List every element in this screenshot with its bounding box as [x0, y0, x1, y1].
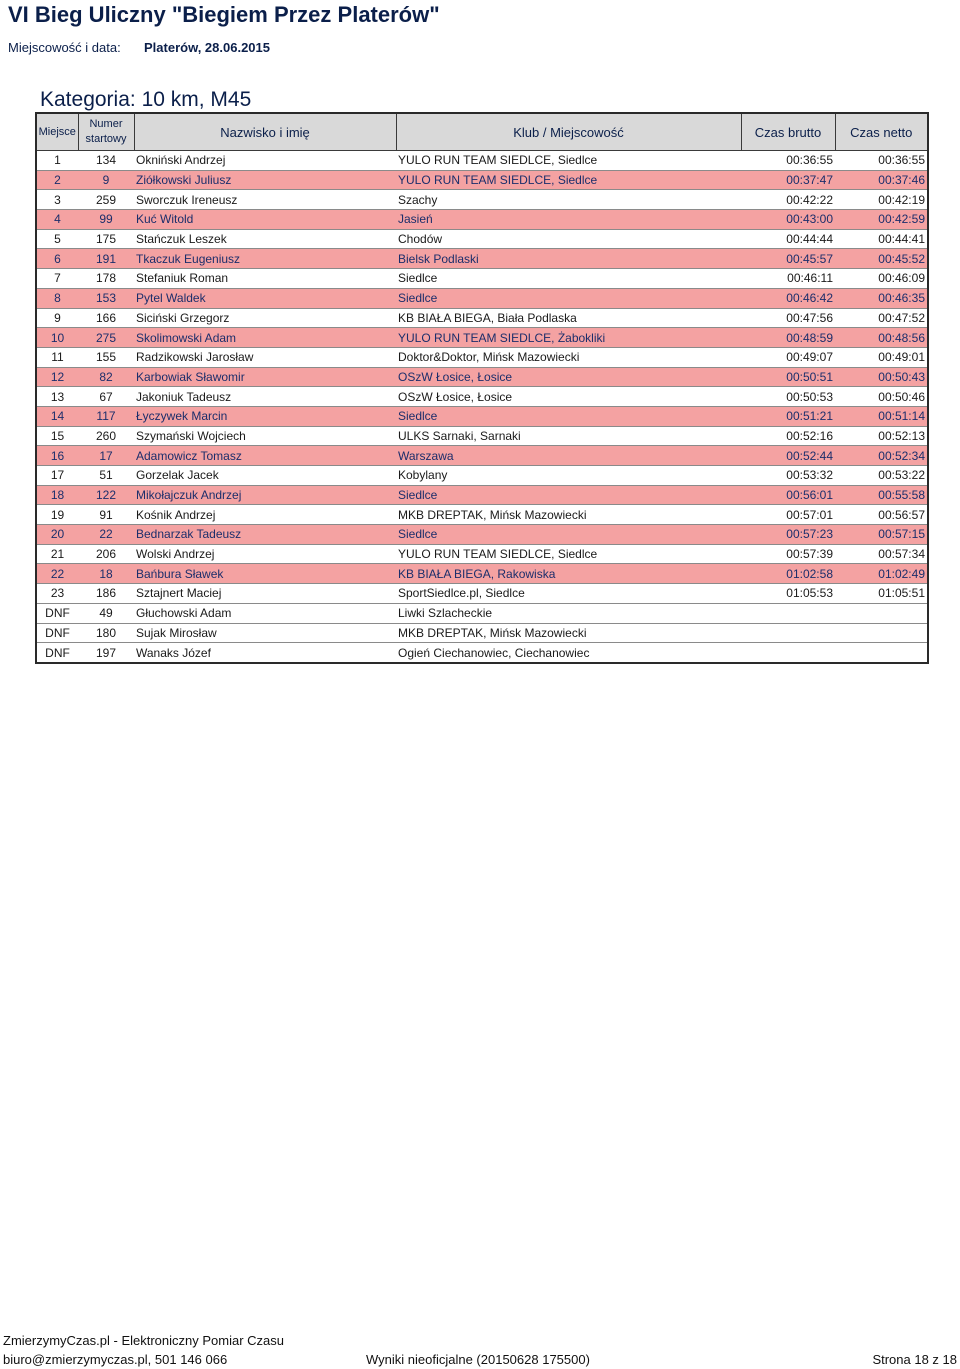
name-cell: Mikołajczuk Andrzej [136, 488, 242, 503]
net-time-cell: 00:42:59 [878, 212, 925, 227]
club-cell: MKB DREPTAK, Mińsk Mazowiecki [398, 507, 587, 522]
gross-time-cell: 00:43:00 [786, 212, 833, 227]
club-cell: Siedlce [398, 488, 438, 503]
table-row [36, 367, 928, 387]
gross-time-cell: 00:56:01 [786, 488, 833, 503]
net-time-cell: 00:53:22 [878, 468, 925, 483]
place-cell: 4 [54, 212, 61, 227]
gross-time-cell: 01:05:53 [786, 586, 833, 601]
bib-cell: 67 [99, 389, 113, 404]
table-row [36, 288, 928, 308]
name-cell: Gorzelak Jacek [136, 468, 219, 483]
gross-time-cell: 00:51:21 [786, 409, 833, 424]
gross-time-cell: 00:37:47 [786, 173, 833, 188]
net-time-cell: 00:52:34 [878, 448, 925, 463]
club-cell: MKB DREPTAK, Mińsk Mazowiecki [398, 625, 587, 640]
table-row [36, 406, 928, 426]
net-time-cell: 00:48:56 [878, 330, 925, 345]
bib-cell: 155 [95, 350, 117, 365]
name-cell: Stańczuk Leszek [136, 232, 227, 247]
place-cell: 2 [54, 173, 61, 188]
gross-time-cell [741, 603, 835, 623]
place-cell: 21 [50, 547, 65, 562]
club-cell: Ogień Ciechanowiec, Ciechanowiec [398, 645, 590, 660]
category-title: Kategoria: 10 km, M45 [40, 88, 252, 111]
table-row [36, 525, 928, 545]
club-cell: Siedlce [398, 271, 438, 286]
net-time-cell: 00:37:46 [878, 173, 925, 188]
gross-time-cell: 00:57:39 [786, 547, 833, 562]
club-cell: OSzW Łosice, Łosice [398, 389, 513, 404]
name-cell: Wanaks Józef [136, 645, 211, 660]
results-table [35, 112, 929, 664]
bib-cell: 275 [95, 330, 117, 345]
bib-cell: 206 [95, 547, 117, 562]
table-row [36, 229, 928, 249]
place-cell: DNF [45, 645, 70, 660]
club-cell: KB BIAŁA BIEGA, Rakowiska [398, 566, 556, 581]
club-cell: Siedlce [398, 527, 438, 542]
name-cell: Ziółkowski Juliusz [136, 173, 232, 188]
place-cell: 14 [50, 409, 65, 424]
table-row [36, 426, 928, 446]
place-cell: 20 [50, 527, 65, 542]
col-header-gross: Czas brutto [741, 113, 835, 151]
table-row [36, 328, 928, 348]
club-cell: Bielsk Podlaski [398, 251, 479, 266]
club-cell: Szachy [398, 192, 438, 207]
bib-cell: 134 [95, 153, 117, 168]
footer-page: Strona 18 z 18 [872, 1352, 957, 1367]
name-cell: Sztajnert Maciej [136, 586, 222, 601]
name-cell: Szymański Wojciech [136, 428, 246, 443]
bib-cell: 17 [99, 448, 113, 463]
place-cell: 3 [54, 192, 61, 207]
place-cell: 5 [54, 232, 61, 247]
net-time-cell: 00:46:09 [878, 271, 925, 286]
net-time-cell: 00:50:46 [878, 389, 925, 404]
table-row [36, 269, 928, 289]
gross-time-cell: 00:47:56 [786, 310, 833, 325]
table-row [36, 643, 928, 663]
col-header-name: Nazwisko i imię [134, 113, 396, 151]
gross-time-cell: 00:50:51 [786, 369, 833, 384]
place-cell: DNF [45, 606, 70, 621]
club-cell: KB BIAŁA BIEGA, Biała Podlaska [398, 310, 577, 325]
net-time-cell: 00:44:41 [878, 232, 925, 247]
name-cell: Sworczuk Ireneusz [136, 192, 238, 207]
club-cell: SportSiedlce.pl, Siedlce [398, 586, 525, 601]
col-header-place: Miejsce [36, 113, 78, 151]
net-time-cell: 00:47:52 [878, 310, 925, 325]
net-time-cell: 00:36:55 [878, 153, 925, 168]
gross-time-cell: 00:46:42 [786, 291, 833, 306]
net-time-cell: 00:49:01 [878, 350, 925, 365]
table-row [36, 446, 928, 466]
gross-time-cell: 00:52:44 [786, 448, 833, 463]
table-row [36, 603, 928, 623]
table-row [36, 564, 928, 584]
bib-cell: 153 [95, 291, 117, 306]
bib-cell: 49 [99, 606, 113, 621]
club-cell: YULO RUN TEAM SIEDLCE, Siedlce [398, 173, 598, 188]
place-cell: 23 [50, 586, 65, 601]
table-row [36, 249, 928, 269]
table-header-row [36, 113, 928, 151]
table-row [36, 505, 928, 525]
table-row [36, 466, 928, 486]
bib-cell: 91 [99, 507, 113, 522]
bib-cell: 191 [95, 251, 117, 266]
gross-time-cell [741, 623, 835, 643]
name-cell: Siciński Grzegorz [136, 310, 230, 325]
name-cell: Sujak Mirosław [136, 625, 217, 640]
gross-time-cell: 00:50:53 [786, 389, 833, 404]
gross-time-cell: 00:44:44 [786, 232, 833, 247]
net-time-cell: 00:56:57 [878, 507, 925, 522]
net-time-cell: 00:55:58 [878, 488, 925, 503]
place-cell: 13 [50, 389, 65, 404]
location-label: Miejscowość i data: [8, 40, 121, 55]
gross-time-cell: 00:57:01 [786, 507, 833, 522]
gross-time-cell: 00:45:57 [786, 251, 833, 266]
bib-cell: 22 [99, 527, 113, 542]
name-cell: Okniński Andrzej [136, 153, 226, 168]
net-time-cell: 00:46:35 [878, 291, 925, 306]
col-header-bib [78, 113, 134, 151]
net-time-cell: 00:42:19 [878, 192, 925, 207]
bib-cell: 260 [95, 428, 117, 443]
table-row [36, 190, 928, 210]
table-row [36, 544, 928, 564]
name-cell: Jakoniuk Tadeusz [136, 389, 232, 404]
club-cell: YULO RUN TEAM SIEDLCE, Siedlce [398, 153, 598, 168]
footer-company: ZmierzymyCzas.pl - Elektroniczny Pomiar Czasu [3, 1333, 285, 1348]
net-time-cell: 01:05:51 [878, 586, 925, 601]
net-time-cell: 01:02:49 [878, 566, 925, 581]
gross-time-cell: 00:48:59 [786, 330, 833, 345]
club-cell: Siedlce [398, 409, 438, 424]
table-row [36, 210, 928, 230]
place-cell: 16 [50, 448, 65, 463]
net-time-cell: 00:51:14 [878, 409, 925, 424]
location-value: Platerów, 28.06.2015 [144, 40, 270, 55]
bib-cell: 9 [102, 173, 110, 188]
net-time-cell: 00:45:52 [878, 251, 925, 266]
place-cell: DNF [45, 625, 70, 640]
bib-cell: 186 [95, 586, 117, 601]
name-cell: Bednarzak Tadeusz [136, 527, 242, 542]
club-cell: Liwki Szlacheckie [398, 606, 493, 621]
table-row [36, 151, 928, 171]
table-row [36, 485, 928, 505]
col-header-bib-line1: Numer [89, 118, 123, 130]
table-row [36, 623, 928, 643]
place-cell: 10 [50, 330, 65, 345]
club-cell: Warszawa [398, 448, 454, 463]
bib-cell: 175 [95, 232, 117, 247]
name-cell: Łyczywek Marcin [136, 409, 228, 424]
gross-time-cell: 00:53:32 [786, 468, 833, 483]
bib-cell: 178 [95, 271, 117, 286]
table-row [36, 387, 928, 407]
club-cell: ULKS Sarnaki, Sarnaki [398, 428, 521, 443]
col-header-bib-line2: startowy [85, 133, 127, 145]
net-time-cell: 00:57:34 [878, 547, 925, 562]
gross-time-cell: 00:57:23 [786, 527, 833, 542]
place-cell: 19 [50, 507, 65, 522]
name-cell: Kośnik Andrzej [136, 507, 216, 522]
bib-cell: 117 [96, 409, 116, 424]
place-cell: 1 [54, 153, 61, 168]
name-cell: Bańbura Sławek [136, 566, 224, 581]
club-cell: Jasień [398, 212, 433, 227]
club-cell: Chodów [398, 232, 443, 247]
gross-time-cell: 00:49:07 [786, 350, 833, 365]
bib-cell: 82 [99, 369, 113, 384]
page-title: VI Bieg Uliczny "Biegiem Przez Platerów" [8, 2, 440, 27]
col-header-net: Czas netto [835, 113, 928, 151]
gross-time-cell: 00:36:55 [786, 153, 833, 168]
net-time-cell [835, 603, 928, 623]
gross-time-cell [741, 643, 835, 663]
name-cell: Radzikowski Jarosław [136, 350, 254, 365]
name-cell: Stefaniuk Roman [136, 271, 229, 286]
bib-cell: 122 [95, 488, 117, 503]
bib-cell: 99 [99, 212, 113, 227]
club-cell: YULO RUN TEAM SIEDLCE, Żabokliki [398, 330, 606, 345]
gross-time-cell: 01:02:58 [786, 566, 833, 581]
net-time-cell [835, 643, 928, 663]
club-cell: Doktor&Doktor, Mińsk Mazowiecki [398, 350, 580, 365]
club-cell: Kobylany [398, 468, 448, 483]
place-cell: 6 [54, 251, 61, 266]
gross-time-cell: 00:46:11 [787, 271, 833, 286]
bib-cell: 197 [95, 645, 117, 660]
place-cell: 8 [54, 291, 61, 306]
place-cell: 12 [50, 369, 65, 384]
col-header-club: Klub / Miejscowość [396, 113, 741, 151]
bib-cell: 18 [99, 566, 113, 581]
name-cell: Kuć Witold [136, 212, 194, 227]
table-row [36, 308, 928, 328]
name-cell: Tkaczuk Eugeniusz [136, 251, 241, 266]
table-row [36, 347, 928, 367]
name-cell: Głuchowski Adam [136, 606, 232, 621]
bib-cell: 166 [95, 310, 117, 325]
footer-contact: biuro@zmierzymyczas.pl, 501 146 066 [3, 1352, 228, 1367]
table-row [36, 584, 928, 604]
place-cell: 11 [51, 350, 64, 365]
bib-cell: 51 [99, 468, 113, 483]
bib-cell: 259 [95, 192, 117, 207]
name-cell: Adamowicz Tomasz [136, 448, 242, 463]
net-time-cell: 00:57:15 [878, 527, 925, 542]
net-time-cell: 00:52:13 [878, 428, 925, 443]
club-cell: OSzW Łosice, Łosice [398, 369, 513, 384]
place-cell: 22 [50, 566, 65, 581]
name-cell: Skolimowski Adam [136, 330, 237, 345]
club-cell: YULO RUN TEAM SIEDLCE, Siedlce [398, 547, 598, 562]
place-cell: 17 [50, 468, 65, 483]
place-cell: 7 [54, 271, 61, 286]
place-cell: 9 [54, 310, 61, 325]
net-time-cell [835, 623, 928, 643]
name-cell: Pytel Waldek [136, 291, 206, 306]
club-cell: Siedlce [398, 291, 438, 306]
name-cell: Wolski Andrzej [136, 547, 215, 562]
gross-time-cell: 00:42:22 [786, 192, 833, 207]
bib-cell: 180 [95, 625, 117, 640]
place-cell: 15 [50, 428, 65, 443]
table-row [36, 170, 928, 190]
place-cell: 18 [50, 488, 65, 503]
footer-status: Wyniki nieoficjalne (20150628 175500) [366, 1352, 590, 1367]
gross-time-cell: 00:52:16 [786, 428, 833, 443]
name-cell: Karbowiak Sławomir [136, 369, 245, 384]
net-time-cell: 00:50:43 [878, 369, 925, 384]
